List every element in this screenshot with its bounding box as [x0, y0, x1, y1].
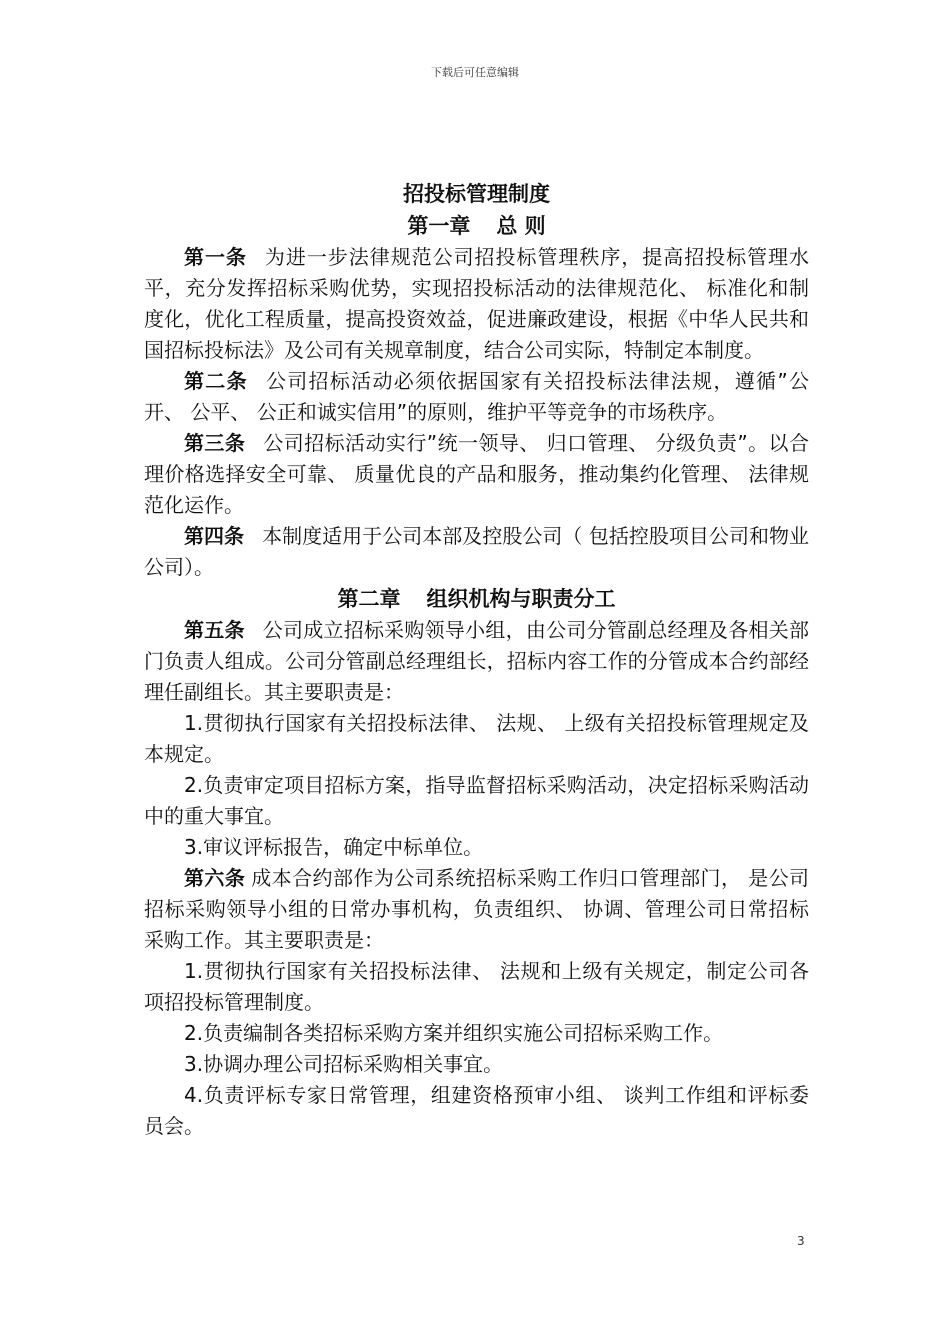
- chapter-1-number: 第一章: [407, 214, 471, 238]
- page-number: 3: [797, 1234, 805, 1248]
- article-5-text: 公司成立招标采购领导小组，由公司分管副总经理及各相关部门负责人组成。公司分管副总经理组长，招标内容工作的分管成本合约部经理任副组长。其主要职责是：: [144, 618, 810, 704]
- article-5-item-1: 1.贯彻执行国家有关招投标法律、 法规、 上级有关招投标管理规定及本规定。: [144, 711, 809, 766]
- article-6-item-4: 4.负责评标专家日常管理，组建资格预审小组、 谈判工作组和评标委员会。: [144, 1083, 809, 1138]
- article-6-item-3: 3.协调办理公司招标采购相关事宜。: [184, 1052, 504, 1076]
- article-1: [144, 242, 809, 366]
- article-6-item-2: 2.负责编制各类招标采购方案并组织实施公司招标采购工作。: [184, 1021, 724, 1045]
- article-5-label: 第五条: [184, 618, 245, 642]
- article-2: [144, 366, 809, 428]
- article-1-text: 为进一步法律规范公司招投标管理秩序，提高招投标管理水平，充分发挥招标采购优势，实现招投标活动的法律规范化、 标准化和制度化，优化工程质量，提高投资效益，促进廉政建设，根据《中华人民共和国招标投标法》及公司有关规章制度，结合公司实际，特制定本制度。: [144, 245, 810, 362]
- article-5-item-3: 3.审议评标报告，确定中标单位。: [184, 835, 484, 859]
- chapter-1-name: 总 则: [496, 214, 546, 238]
- article-4-label: 第四条: [184, 524, 245, 548]
- article-3-label: 第三条: [184, 431, 246, 455]
- chapter-2-heading: [144, 583, 809, 615]
- document-body: [144, 178, 809, 1142]
- article-1-label: 第一条: [184, 245, 247, 269]
- article-6-label: 第六条: [184, 866, 246, 890]
- article-3-text: 公司招标活动实行”统一领导、 归口管理、 分级负责”。以合理价格选择安全可靠、 质量优良的产品和服务，推动集约化管理、 法律规范化运作。: [144, 431, 809, 517]
- article-5: [144, 615, 809, 708]
- article-2-label: 第二条: [184, 369, 248, 393]
- chapter-2-name: 组织机构与职责分工: [426, 587, 616, 611]
- article-6: [144, 863, 809, 956]
- chapter-2-number: 第二章: [337, 587, 401, 611]
- article-5-item-2: 2.负责审定项目招标方案，指导监督招标采购活动，决定招标采购活动中的重大事宜。: [144, 773, 809, 828]
- article-2-text: 公司招标活动必须依据国家有关招投标法律法规，遵循”公开、 公平、 公正和诚实信用”的原则，维护平等竞争的市场秩序。: [144, 369, 809, 424]
- article-6-item-1: 1.贯彻执行国家有关招投标法律、 法规和上级有关规定，制定公司各项招投标管理制度。: [144, 959, 809, 1014]
- chapter-1-heading: [144, 210, 809, 242]
- article-4-text: 本制度适用于公司本部及控股公司（ 包括控股项目公司和物业公司）。: [144, 524, 810, 579]
- article-6-text: 成本合约部作为公司系统招标采购工作归口管理部门， 是公司招标采购领导小组的日常办事机构，负责组织、 协调、管理公司日常招标采购工作。其主要职责是：: [144, 866, 809, 952]
- article-3: [144, 428, 809, 521]
- document-title: 招投标管理制度: [403, 182, 550, 206]
- article-4: [144, 521, 809, 583]
- page-header: 下载后可任意编辑: [431, 66, 519, 79]
